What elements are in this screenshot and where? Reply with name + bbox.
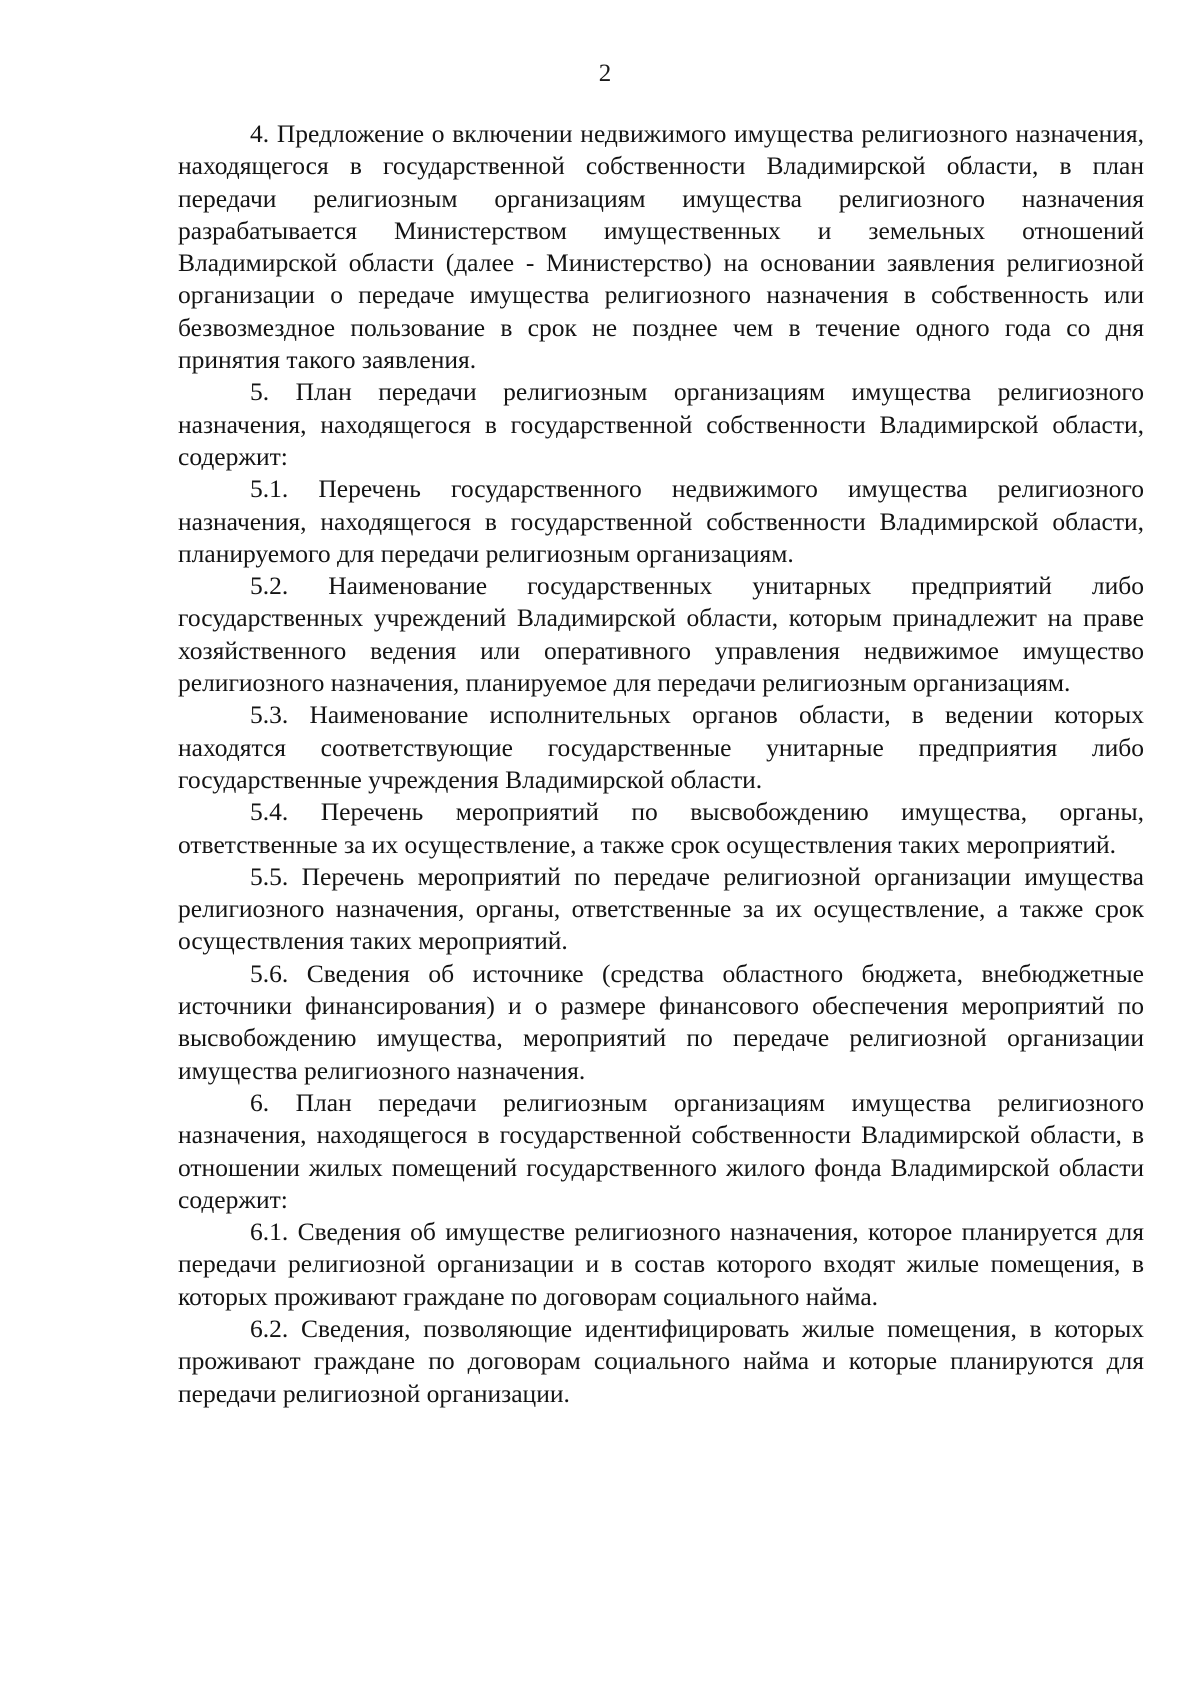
paragraph-6-1: 6.1. Сведения об имуществе религиозного назначения, которое планируется для передачи религиозной организации и в состав которого входят жилые помещения, в которых проживают граждане по договорам социального найма. xyxy=(178,1217,1144,1311)
paragraph-4: 4. Предложение о включении недвижимого имущества религиозного назначения, находящегося в государственной собственности Владимирской области, в план передачи религиозным организациям имущества религиозного назначения разрабатывается Министерством имущественных и земельных отношений Владимирской области (далее - Министерство) на основании заявления религиозной организации о передаче имущества религиозного назначения в собственность или безвозмездное пользование в срок не позднее чем в течение одного года со дня принятия такого заявления. xyxy=(178,119,1144,375)
paragraph-5-4: 5.4. Перечень мероприятий по высвобождению имущества, органы, ответственные за их осуществление, а также срок осуществления таких мероприятий. xyxy=(178,797,1144,859)
paragraph-5-2: 5.2. Наименование государственных унитарных предприятий либо государственных учреждений Владимирской области, которым принадлежит на праве хозяйственного ведения или оперативного управления недвижимое имущество религиозного назначения, планируемое для передачи религиозным организациям. xyxy=(178,571,1144,698)
paragraph-5-6: 5.6. Сведения об источнике (средства областного бюджета, внебюджетные источники финансирования) и о размере финансового обеспечения мероприятий по высвобождению имущества, мероприятий по передаче религиозной организации имущества религиозного назначения. xyxy=(178,958,1144,1085)
paragraph-5-5: 5.5. Перечень мероприятий по передаче религиозной организации имущества религиозного назначения, органы, ответственные за их осуществление, а также срок осуществления таких мероприятий. xyxy=(178,861,1144,956)
document-body xyxy=(178,118,1144,1410)
paragraph-5-1: 5.1. Перечень государственного недвижимого имущества религиозного назначения, находящегося в государственной собственности Владимирской области, планируемого для передачи религиозным организациям. xyxy=(178,474,1144,568)
paragraph-6: 6. План передачи религиозным организациям имущества религиозного назначения, находящегося в государственной собственности Владимирской области, в отношении жилых помещений государственного жилого фонда Владимирской области содержит: xyxy=(178,1087,1144,1214)
page-number: 2 xyxy=(598,60,612,87)
paragraph-6-2: 6.2. Сведения, позволяющие идентифицировать жилые помещения, в которых проживают граждане по договорам социального найма и которые планируются для передачи религиозной организации. xyxy=(178,1313,1144,1408)
paragraph-5: 5. План передачи религиозным организациям имущества религиозного назначения, находящегося в государственной собственности Владимирской области, содержит: xyxy=(178,377,1144,471)
paragraph-5-3: 5.3. Наименование исполнительных органов области, в ведении которых находятся соответствующие государственные унитарные предприятия либо государственные учреждения Владимирской области. xyxy=(178,700,1144,794)
